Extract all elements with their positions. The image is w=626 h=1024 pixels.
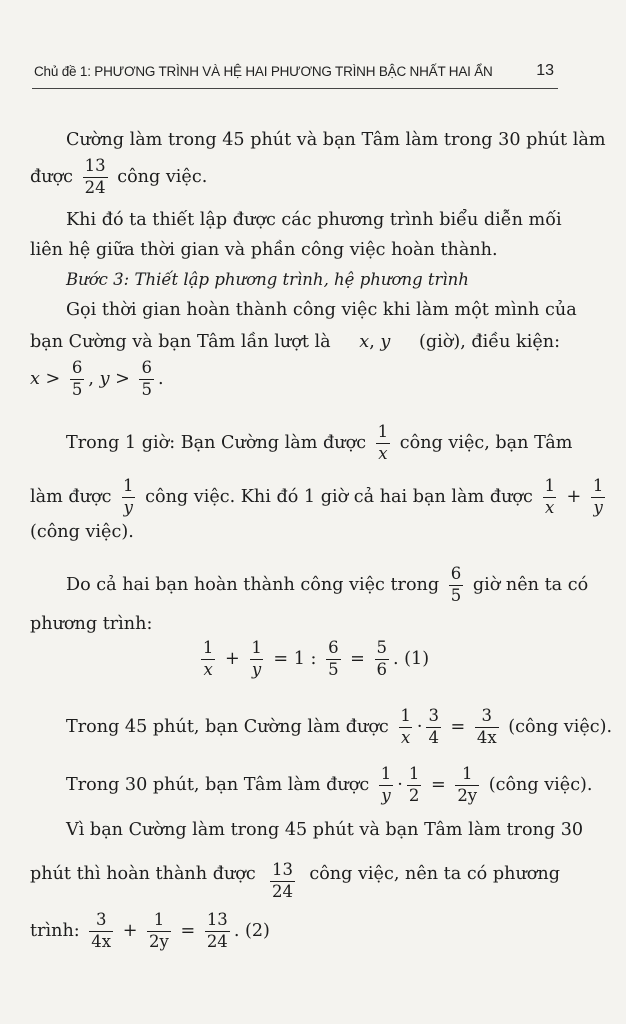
- paragraph-line: Do cả hai bạn hoàn thành công việc trong $\frac{6}{5}$ giờ nên ta có: [66, 564, 589, 605]
- page-number: 13: [536, 62, 554, 79]
- condition-expression: x > $\frac{6}{5}$ , y > $\frac{6}{5}$ .: [30, 358, 164, 399]
- paragraph-line: Vì bạn Cường làm trong 45 phút và bạn Tâm làm trong 30: [66, 820, 584, 840]
- fraction-13-24: $\frac{13}{24}$: [84, 156, 106, 197]
- equation-1: $\frac{1}{x}$ + $\frac{1}{y}$ = 1 : $\frac{6}{5}$ = $\frac{5}{6}$ . (1): [202, 638, 430, 679]
- paragraph-line: Khi đó ta thiết lập được các phương trình biểu diễn mối: [66, 210, 562, 230]
- equation-2: trình: $\frac{3}{4x}$ + $\frac{1}{2y}$ = $\frac{13}{24}$ . (2): [30, 910, 270, 951]
- paragraph-line: làm được $\frac{1}{y}$ công việc. Khi đó 1 giờ cả hai bạn làm được $\frac{1}{x}$ + $\frac{1}{y}$: [30, 476, 604, 517]
- paragraph-line: Cường làm trong 45 phút và bạn Tâm làm trong 30 phút làm: [66, 130, 606, 150]
- paragraph-line: (công việc).: [30, 522, 134, 542]
- paragraph-line: Gọi thời gian hoàn thành công việc khi làm một mình của: [66, 300, 577, 320]
- paragraph-line: Trong 30 phút, bạn Tâm làm được $\frac{1}{y}$ · $\frac{1}{2}$ = $\frac{1}{2y}$ (công việc).: [66, 764, 593, 805]
- paragraph-line: Trong 45 phút, bạn Cường làm được $\frac{1}{x}$ · $\frac{3}{4}$ = $\frac{3}{4x}$ (công việc).: [66, 706, 613, 747]
- page-header: [32, 60, 558, 89]
- step-heading: Bước 3: Thiết lập phương trình, hệ phương trình: [66, 270, 469, 289]
- paragraph-line: phút thì hoàn thành được $\frac{13}{24}$ công việc, nên ta có phương: [30, 860, 560, 901]
- paragraph-line: liên hệ giữa thời gian và phần công việc hoàn thành.: [30, 240, 498, 260]
- chapter-title: Chủ đề 1: PHƯƠNG TRÌNH VÀ HỆ HAI PHƯƠNG TRÌNH BẬC NHẤT HAI ẨN: [34, 64, 493, 79]
- paragraph-line: được $\frac{13}{24}$ công việc.: [30, 156, 208, 197]
- paragraph-line: phương trình:: [30, 614, 153, 634]
- paragraph-line: bạn Cường và bạn Tâm lần lượt là x, y (giờ), điều kiện:: [30, 332, 560, 352]
- paragraph-line: Trong 1 giờ: Bạn Cường làm được $\frac{1}{x}$ công việc, bạn Tâm: [66, 422, 573, 463]
